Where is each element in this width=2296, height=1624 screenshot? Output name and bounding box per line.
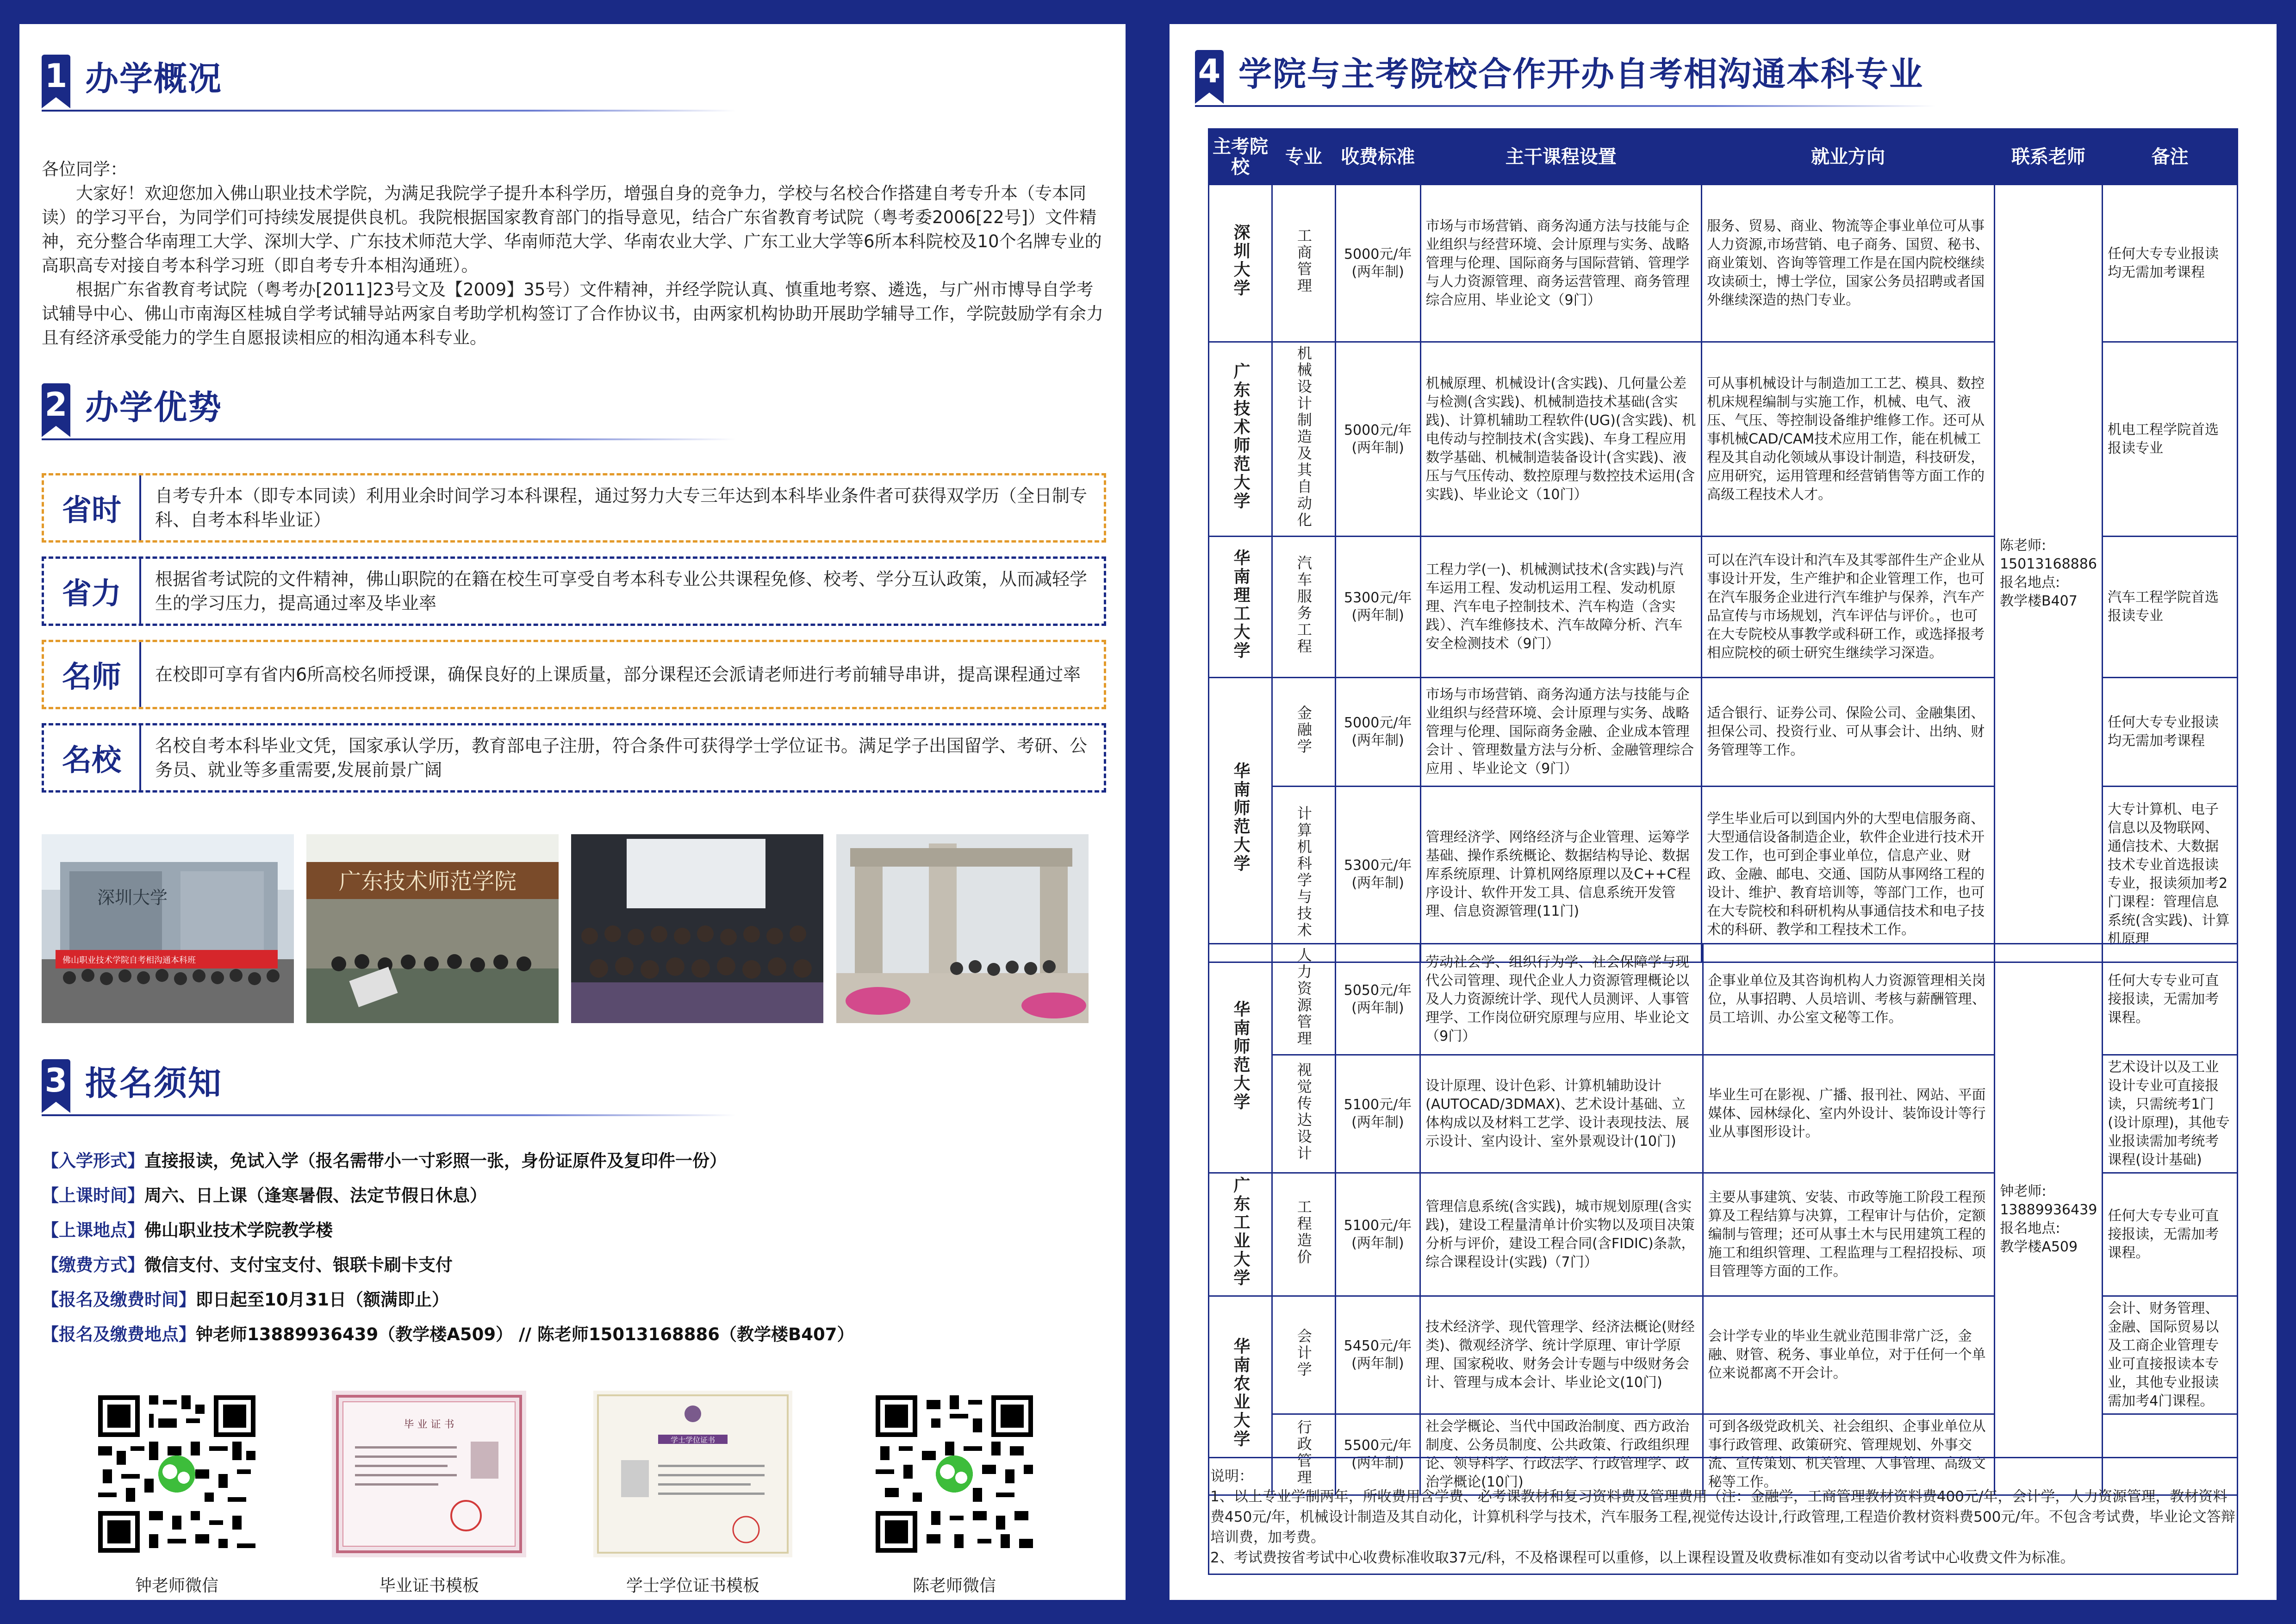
advantage-item	[42, 640, 1106, 709]
fee-cell: 5300元/年 (两年制)	[1335, 537, 1420, 678]
campus-photo-1	[42, 834, 294, 1023]
section-4-header	[1195, 47, 1923, 95]
fee-cell: 5500元/年 (两年制)	[1335, 1414, 1420, 1495]
remark-cell: 机电工程学院首选报读专业	[2102, 342, 2237, 537]
caption: 钟老师微信	[135, 1576, 218, 1595]
intro-paragraph-1: 大家好！欢迎您加入佛山职业技术学院，为满足我院学子提升本科学历，增强自身的竞争力，学校与名校合作搭建自考专升本（专本同读）的学习平台，为同学们可持续发展提供良机。我院根据国家教育部门的指导意见，结合广东省教育考试院（粤考委2006[22号]）文件精神，充分整合华南理工大学、深圳大学、广东技术师范大学、华南师范大学、华南农业大学、广东工业大学等6所本科院校及10个名牌专业的高职高专对接自考本科学习班（即自考专升本相沟通班）。	[42, 183, 1102, 275]
notice-key: 【上课时间】	[42, 1186, 144, 1206]
section-title: 学院与主考院校合作开办自考相沟通本科专业	[1238, 55, 1924, 94]
notice-item	[42, 1147, 727, 1172]
caption: 毕业证书模板	[379, 1576, 479, 1595]
divider	[42, 438, 736, 440]
caption: 陈老师微信	[912, 1576, 996, 1595]
wechat-qr-code-chen	[871, 1391, 1038, 1557]
courses-cell: 管理经济学、网络经济与企业管理、运筹学基础、操作系统概论、数据结构导论、数据库系统原理、计算机网络原理以及C++C程序设计、软件开发工具、信息系统开发管理、信息资源管理(11门)	[1420, 787, 1702, 962]
photo-sign-text: 广东技术师范学院	[339, 868, 517, 894]
school-cell: 华南师范大学	[1209, 678, 1272, 962]
school-cell: 华南农业大学	[1209, 1296, 1272, 1495]
advantage-text: 名校自考本科毕业文凭，国家承认学历，教育部电子注册，符合条件可获得学士学位证书。满足学子出国留学、考研、公务员、就业等多重需要,发展前景广阔	[155, 736, 1088, 780]
section-number: 2	[42, 383, 70, 426]
advantage-text: 在校即可享有省内6所高校名师授课，确保良好的上课质量，部分课程还会派请老师进行考前辅导串讲，提高课程通过率	[155, 664, 1081, 685]
jobs-cell: 服务、贸易、商业、物流等企事业单位可从事人力资源,市场营销、电子商务、国贸、秘书、商业策划、咨询等管理工作是在国内院校继续攻读硕士，博士学位，国家公务员招聘或者国外继续深造的热门专业。	[1702, 185, 1995, 342]
remark-cell: 任何大专专业报读均无需加考课程	[2102, 678, 2237, 787]
table-row	[1209, 944, 2238, 1055]
section-3-header	[42, 1056, 222, 1105]
courses-cell: 市场与市场营销、商务沟通方法与技能与企业组织与经营环境、会计原理与实务、战略管理与伦理、国际商务金融、企业成本管理会计 、管理数量方法与分析、金融管理综合应用 、毕业论文（9门）	[1420, 678, 1702, 787]
remark-cell: 汽车工程学院首选报读专业	[2102, 537, 2237, 678]
fee-cell: 5000元/年 (两年制)	[1335, 185, 1420, 342]
courses-cell: 劳动社会学、组织行为学、社会保障学与现代公司管理、现代企业人力资源管理概论以及人力资源统计学、现代人员测评、人事管理学、工作岗位研究原理与应用、毕业论文（9门）	[1420, 944, 1703, 1055]
divider	[1195, 105, 1935, 107]
section-2-header	[42, 381, 222, 429]
campus-photo-2	[306, 834, 559, 1023]
advantage-text: 自考专升本（即专本同读）利用业余时间学习本科课程，通过努力大专三年达到本科毕业条件者可获得双学历（全日制专科、自考本科毕业证）	[155, 486, 1088, 530]
notice-key: 【报名及缴费时间】	[42, 1290, 196, 1310]
header-school: 主考院校	[1209, 129, 1272, 185]
advantage-item	[42, 473, 1106, 543]
campus-photo-3	[571, 834, 823, 1023]
advantage-label: 省力	[44, 559, 141, 624]
table-row	[1209, 185, 2238, 342]
courses-cell: 设计原理、设计色彩、计算机辅助设计(AUTOCAD/3DMAX)、艺术设计基础、立体构成以及材料工艺学、设计表现技法、展示设计、室内设计、室外景观设计(10门)	[1420, 1055, 1703, 1173]
courses-cell: 机械原理、机械设计(含实践)、几何量公差与检测(含实践)、机械制造技术基础(含实践)、计算机辅助工程软件(UG)(含实践)、机电传动与控制技术(含实践)、车身工程应用数学基础、机械制造装备设计(含实践)、液压与气压传动、数控原理与数控技术运用(含实践)、毕业论文（10门）	[1420, 342, 1702, 537]
jobs-cell: 可以在汽车设计和汽车及其零部件生产企业从事设计开发，生产维护和企业管理工作，也可在汽车服务企业进行汽车维护与保养，汽车产品宣传与市场规划，汽车评估与评价。，也可在大专院校从事教学或科研工作，或选择报考相应院校的硕士研究生继续学习深造。	[1702, 537, 1995, 678]
divider	[42, 110, 736, 112]
header-courses: 主干课程设置	[1420, 129, 1702, 185]
notice-item	[42, 1286, 449, 1311]
major-cell: 工程造价	[1272, 1173, 1335, 1296]
wechat-qr-code-zhong	[93, 1391, 260, 1557]
notice-item	[42, 1216, 333, 1241]
section-number: 3	[42, 1059, 70, 1102]
advantage-label: 省时	[44, 475, 141, 540]
notice-value: 钟老师13889936439（教学楼A509） // 陈老师15013168886（教学楼B407）	[196, 1324, 854, 1344]
header-major: 专业	[1272, 129, 1335, 185]
bachelor-degree-certificate-template	[593, 1391, 792, 1557]
notice-key: 【入学形式】	[42, 1151, 144, 1171]
notice-value: 佛山职业技术学院教学楼	[144, 1220, 333, 1240]
notice-item	[42, 1251, 453, 1276]
fee-cell: 5300元/年 (两年制)	[1335, 787, 1420, 962]
remark-cell: 会计、财务管理、金融、国际贸易以及工商企业管理专业可直接报读本专业，其他专业报读需加考4门课程。	[2103, 1296, 2238, 1414]
notice-key: 【报名及缴费地点】	[42, 1324, 196, 1344]
notice-value: 直接报读，免试入学（报名需带小一寸彩照一张，身份证原件及复印件一份）	[144, 1151, 727, 1171]
left-panel	[19, 24, 1126, 1600]
section-title: 办学优势	[85, 388, 223, 427]
jobs-cell: 会计学专业的毕业生就业范围非常广泛，金融、财管、税务、事业单位，对于任何一个单位来说都离不开会计。	[1703, 1296, 1995, 1414]
notice-value: 微信支付、支付宝支付、银联卡刷卡支付	[144, 1255, 453, 1275]
major-cell: 汽车服务工程	[1272, 537, 1335, 678]
notice-value: 周六、日上课（逢寒暑假、法定节假日休息）	[144, 1186, 487, 1206]
jobs-cell: 学生毕业后可以到国内外的大型电信服务商、大型通信设备制造企业，软件企业进行技术开发工作，也可到企事业单位，信息产业、财政、金融、邮电、交通、国防从事网络工程的设计、维护、教育培训等，等部门工作，也可在大专院校和科研机构从事通信技术和电子技术的科研、教学和工程技术工作。	[1702, 787, 1995, 962]
note-line-2: 2、考试费按省考试中心收费标准收取37元/科，不及格课程可以重修，以上课程设置及收费标准如有变动以省考试中心收费文件为标准。	[1210, 1549, 2075, 1566]
graduation-certificate-template	[332, 1391, 526, 1557]
remark-cell: 大专计算机、电子信息以及物联网、通信技术、大数据技术专业首选报读专业，报读须加考2门课程：管理信息系统(含实践)、计算机原理	[2102, 787, 2237, 962]
section-title: 报名须知	[85, 1064, 223, 1103]
header-remark: 备注	[2102, 129, 2237, 185]
divider	[42, 1114, 736, 1116]
section-title: 办学概况	[85, 59, 223, 98]
notes	[1210, 1466, 2236, 1568]
school-cell: 广东技术师范大学	[1209, 342, 1272, 537]
notice-key: 【缴费方式】	[42, 1255, 144, 1275]
certificate-title: 毕 业 证 书	[404, 1419, 454, 1430]
notice-key: 【上课地点】	[42, 1220, 144, 1240]
caption: 学士学位证书模板	[626, 1576, 759, 1595]
advantage-label: 名校	[44, 725, 141, 790]
header-jobs: 就业方向	[1702, 129, 1995, 185]
remark-cell: 艺术设计以及工业设计专业可直接报读，只需统考1门(设计原理)，其他专业报读需加考统考课程(设计基础)	[2103, 1055, 2238, 1173]
note-title: 说明：	[1210, 1468, 1253, 1485]
major-cell: 机械设计制造及其自动化	[1272, 342, 1335, 537]
advantage-item	[42, 556, 1106, 626]
jobs-cell: 主要从事建筑、安装、市政等施工阶段工程预算及工程结算与决算，工程审计与估价，定额编制与管理；还可从事土木与民用建筑工程的施工和组织管理、工程监理与工程招投标、项目管理等方面的工作。	[1703, 1173, 1995, 1296]
jobs-cell: 可到各级党政机关、社会组织、企事业单位从事行政管理、政策研究、管理规划、外事交流、宣传策划、机关管理、人事管理、高级文秘等工作。	[1703, 1414, 1995, 1495]
courses-cell: 管理信息系统(含实践)，城市规划原理(含实践)，建设工程量清单计价实物以及项目决策分析与评价，建设工程合同(含FIDIC)条款，综合课程设计(实践)（7门）	[1420, 1173, 1703, 1296]
jobs-cell: 可从事机械设计与制造加工工艺、模具、数控机床规程编制与实施工作，机械、电气、液压、气压、等控制设备维护维修工作。还可从事机械CAD/CAM技术应用工作，能在机械工程及其自动化领域从事设计制造，科技研发，应用研究，运用管理和经营销售等方面工作的高级工程技术人才。	[1702, 342, 1995, 537]
major-cell: 行政管理	[1272, 1414, 1335, 1495]
advantage-label: 名师	[44, 642, 141, 707]
remark-cell: 任何大专专业报读均无需加考课程	[2102, 185, 2237, 342]
fee-cell: 5100元/年 (两年制)	[1335, 1055, 1420, 1173]
school-cell: 广东工业大学	[1209, 1173, 1272, 1296]
greeting: 各位同学：	[42, 159, 127, 179]
contact-cell: 钟老师: 13889936439 报名地点: 教学楼A509	[1995, 944, 2103, 1495]
courses-cell: 社会学概论、当代中国政治制度、西方政治制度、公务员制度、公共政策、行政组织理论、领导科学、行政法学、行政管理学、政治学概论(10门)	[1420, 1414, 1703, 1495]
header-fee: 收费标准	[1335, 129, 1420, 185]
major-cell: 工商管理	[1272, 185, 1335, 342]
notice-value: 即日起至10月31日（额满即止）	[196, 1290, 449, 1310]
note-line-1: 1、以上专业学制两年，所收费用含学费、必考课教材和复习资料费及管理费用（注：金融学，工商管理教材资料费400元/年，会计学，人力资源管理，教材资料费450元/年，机械设计制造及其自动化，计算机科学与技术，汽车服务工程,视觉传达设计,行政管理,工程造价教材资料费500元/年。不包含考试费，毕业论文答辩培训费，加考费。	[1210, 1488, 2235, 1546]
notice-item	[42, 1320, 854, 1345]
courses-cell: 市场与市场营销、商务沟通方法与技能与企业组织与经营环境、会计原理与实务、战略管理与伦理、国际商务与国际营销、管理学与人力资源管理、商务运营管理、商务管理综合应用、毕业论文（9门）	[1420, 185, 1702, 342]
school-cell: 华南师范大学	[1209, 944, 1272, 1173]
school-cell: 深圳大学	[1209, 185, 1272, 342]
notice-item	[42, 1181, 487, 1206]
major-cell: 会计学	[1272, 1296, 1335, 1414]
majors-table-1	[1208, 128, 2238, 963]
section-number: 1	[42, 55, 70, 97]
jobs-cell: 毕业生可在影视、广播、报刊社、网站、平面媒体、园林绿化、室内外设计、装饰设计等行业从事图形设计。	[1703, 1055, 1995, 1173]
remark-cell: 任何大专专业可直接报读，无需加考课程。	[2103, 944, 2238, 1055]
fee-cell: 5000元/年 (两年制)	[1335, 342, 1420, 537]
major-cell: 计算机科学与技术	[1272, 787, 1335, 962]
photo-sign-text: 深圳大学	[97, 887, 168, 908]
school-cell: 华南理工大学	[1209, 537, 1272, 678]
jobs-cell: 企事业单位及其咨询机构人力资源管理相关岗位，从事招聘、人员培训、考核与薪酬管理、员工培训、办公室文秘等工作。	[1703, 944, 1995, 1055]
header-contact: 联系老师	[1994, 129, 2102, 185]
fee-cell: 5450元/年 (两年制)	[1335, 1296, 1420, 1414]
advantage-text: 根据省考试院的文件精神，佛山职院的在籍在校生可享受自考本科专业公共课程免修、校考、学分互认政策，从而减轻学生的学习压力，提高通过率及毕业率	[155, 569, 1088, 613]
major-cell: 视觉传达设计	[1272, 1055, 1335, 1173]
contact-cell: 陈老师: 15013168886 报名地点: 教学楼B407	[1994, 185, 2102, 962]
photo-banner-text: 佛山职业技术学院自考相沟通本科班	[62, 956, 196, 965]
majors-table-2	[1208, 943, 2238, 1496]
jobs-cell: 适合银行、证券公司、保险公司、金融集团、担保公司、投资行业、可从事会计、出纳、财务管理等工作。	[1702, 678, 1995, 787]
right-panel	[1170, 24, 2277, 1600]
remark-cell: 任何大专专业可直接报读，无需加考课程。	[2103, 1173, 2238, 1296]
advantage-item	[42, 723, 1106, 793]
intro-paragraph-2: 根据广东省教育考试院（粤考办[2011]23号文及【2009】35号）文件精神，并经学院认真、慎重地考察、遴选，与广州市博导自学考试辅导中心、佛山市南海区桂城自学考试辅导站两家自考助学机构签订了合作协议书，由两家机构协助开展助学辅导工作，学院鼓励学有余力且有经济承受能力的学生自愿报读相应的相沟通本科专业。	[42, 280, 1103, 348]
section-number: 4	[1195, 50, 1224, 93]
fee-cell: 5000元/年 (两年制)	[1335, 678, 1420, 787]
courses-cell: 技术经济学、现代管理学、经济法概论(财经类)、微观经济学、统计学原理、审计学原理、国家税收、财务会计专题与中级财务会计、管理与成本会计、毕业论文(10门)	[1420, 1296, 1703, 1414]
major-cell: 人力资源管理	[1272, 944, 1335, 1055]
certificate-title: 学士学位证书	[670, 1436, 716, 1444]
fee-cell: 5050元/年 (两年制)	[1335, 944, 1420, 1055]
fee-cell: 5100元/年 (两年制)	[1335, 1173, 1420, 1296]
major-cell: 金融学	[1272, 678, 1335, 787]
courses-cell: 工程力学(一)、机械测试技术(含实践)与汽车运用工程、发动机运用工程、发动机原理、汽车电子控制技术、汽车构造（含实践）、汽车维修技术、汽车故障分析、汽车安全检测技术（9门）	[1420, 537, 1702, 678]
campus-photo-4	[836, 834, 1089, 1023]
section-1-header	[42, 52, 222, 100]
intro-text	[42, 157, 1106, 350]
